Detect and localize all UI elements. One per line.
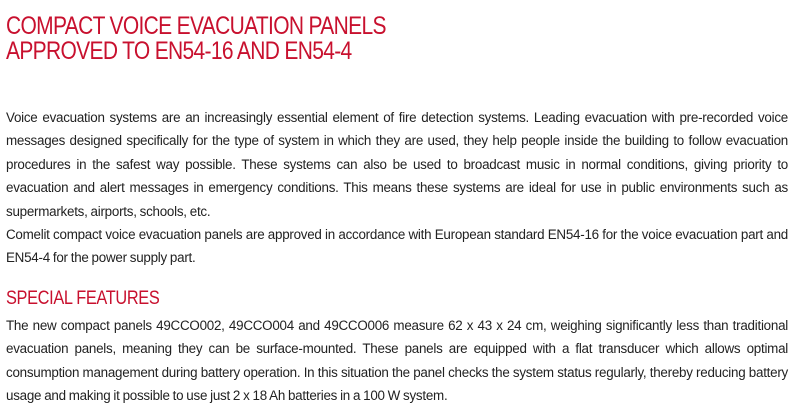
special-features-paragraph: The new compact panels 49CCO002, 49CCO004 and 49CCO006 measure 62 x 43 x 24 cm, weighing significantly less than traditional evacuation panels, meaning they can be surface-mounted. These panels are equipped with a flat transducer which allows optimal consumption management during battery operation. In this situation the panel checks the system status regularly, thereby reducing battery usage and making it possible to use just 2 x 18 Ah batteries in a 100 W system. [6, 318, 788, 404]
intro-paragraph-1: Voice evacuation systems are an increasingly essential element of fire detection systems. Leading evacuation with pre-recorded voice messages designed specifically for the type of system in which they are used, they help people inside the building to follow evacuation procedures in the safest way possible. These systems can also be used to broadcast music in normal conditions, giving priority to evacuation and alert messages in emergency conditions. This means these systems are ideal for use in public environments such as supermarkets, airports, schools, etc. [6, 110, 788, 219]
special-features-section [6, 314, 788, 408]
special-features-heading: SPECIAL FEATURES [6, 288, 160, 309]
page-title-line-1: COMPACT VOICE EVACUATION PANELS [6, 12, 386, 40]
page-title-line-2: APPROVED TO EN54-16 AND EN54-4 [6, 37, 352, 65]
intro-paragraph-2: Comelit compact voice evacuation panels are approved in accordance with European standard EN54-16 for the voice evacuation part and EN54-4 for the power supply part. [6, 227, 788, 266]
intro-section [6, 106, 788, 270]
page-title [6, 14, 386, 64]
